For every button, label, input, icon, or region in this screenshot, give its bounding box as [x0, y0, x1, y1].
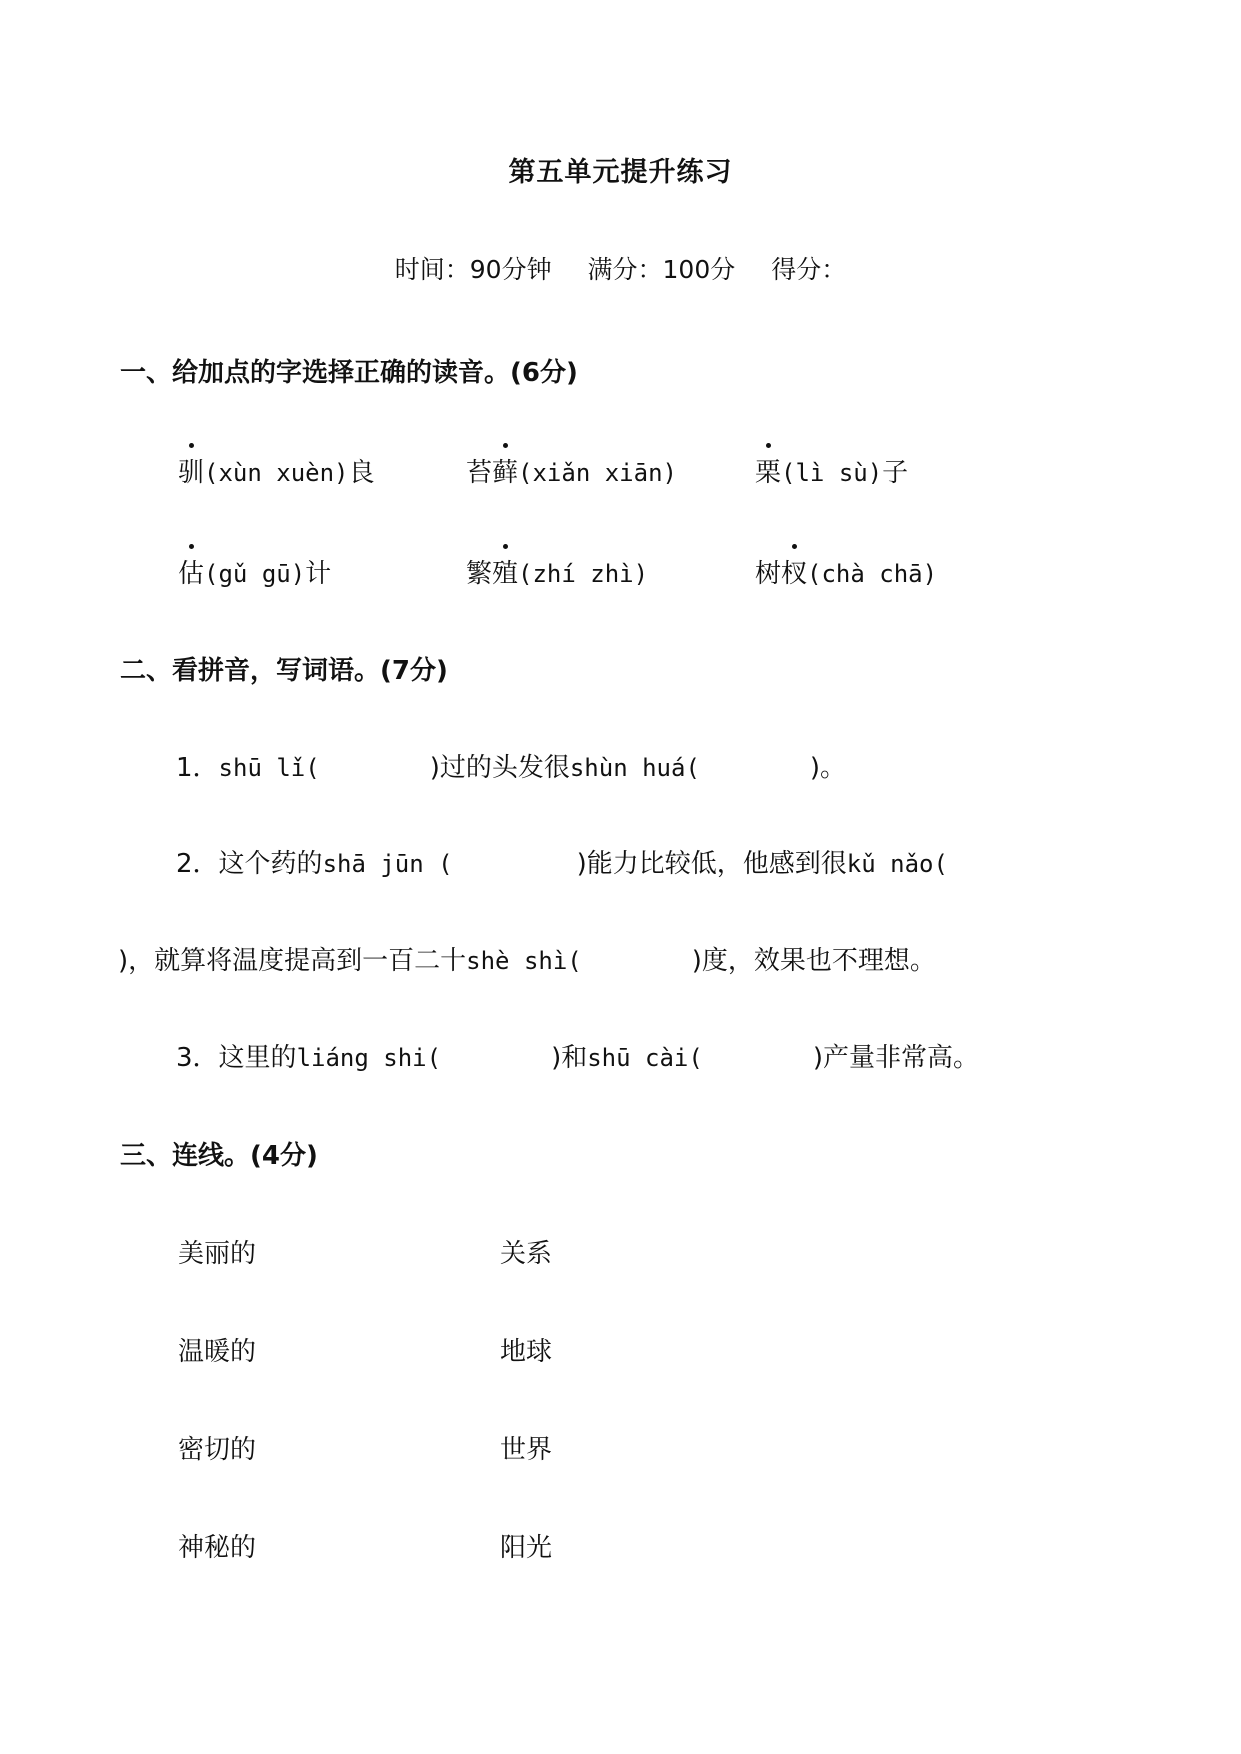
- match-left-item[interactable]: 神秘的: [178, 1533, 257, 1563]
- page-title: 第五单元提升练习: [508, 157, 733, 188]
- sentence-text: )度，效果也不理想。: [691, 946, 936, 976]
- word-prefix: 繁: [466, 559, 493, 589]
- section1-heading: 一、给加点的字选择正确的读音。(6分): [120, 358, 578, 388]
- question-number: 1．: [176, 753, 219, 783]
- pinyin-options: (xiǎn xiān): [518, 459, 677, 487]
- time-limit: 时间：90分钟: [394, 255, 552, 284]
- score-label: 得分：: [771, 255, 847, 284]
- sentence-text: )过的头发很: [429, 753, 570, 783]
- sentence-text: 这里的: [218, 1043, 297, 1073]
- pronunciation-item-4: [178, 553, 331, 590]
- word-prefix: 苔: [466, 458, 493, 488]
- pinyin-prompt: kǔ nǎo(: [846, 850, 948, 878]
- sentence-text: )。: [809, 753, 847, 783]
- word-rest: 子: [882, 458, 909, 488]
- pinyin-options: (lì sù): [781, 459, 883, 487]
- section2-heading: 二、看拼音，写词语。(7分): [120, 656, 448, 686]
- pinyin-prompt: shè shì(: [466, 947, 582, 975]
- sentence-text: )能力比较低，他感到很: [576, 849, 847, 879]
- pinyin-prompt: shùn huá(: [569, 754, 700, 782]
- sentence-text: )，就算将温度提高到一百二十: [118, 946, 467, 976]
- word-rest: 计: [305, 559, 332, 589]
- pronunciation-item-6: [755, 553, 937, 590]
- dotted-char: 估: [178, 553, 204, 590]
- section3-heading: 三、连线。(4分): [120, 1141, 318, 1171]
- pinyin-options: (zhí zhì): [518, 560, 649, 588]
- word-rest: 良: [348, 458, 375, 488]
- match-right-item[interactable]: 关系: [500, 1239, 553, 1269]
- dotted-char: 驯: [178, 452, 204, 489]
- match-right-item[interactable]: 世界: [500, 1435, 553, 1465]
- dotted-char: 殖: [492, 553, 518, 590]
- pinyin-options: (gǔ gū): [204, 560, 306, 588]
- pinyin-options: (xùn xuèn): [204, 459, 349, 487]
- pinyin-options: (chà chā): [807, 560, 938, 588]
- pinyin-prompt: shā jūn (: [322, 850, 453, 878]
- pinyin-question-1: [176, 747, 846, 784]
- match-left-item[interactable]: 密切的: [178, 1435, 257, 1465]
- dotted-char: 栗: [755, 452, 781, 489]
- pinyin-question-2-continued: [118, 940, 936, 977]
- question-number: 3．: [176, 1043, 219, 1073]
- sentence-text: )产量非常高。: [812, 1043, 979, 1073]
- dotted-char: 杈: [781, 553, 807, 590]
- match-left-item[interactable]: 美丽的: [178, 1239, 257, 1269]
- word-prefix: 树: [755, 559, 782, 589]
- pronunciation-item-3: [755, 452, 908, 489]
- pinyin-question-3: [176, 1037, 979, 1074]
- match-left-item[interactable]: 温暖的: [178, 1337, 257, 1367]
- pinyin-prompt: shū lǐ(: [218, 754, 320, 782]
- sentence-text: )和: [551, 1043, 588, 1073]
- pronunciation-item-2: [466, 452, 677, 489]
- question-number: 2．: [176, 849, 219, 879]
- pronunciation-item-5: [466, 553, 648, 590]
- match-right-item[interactable]: 阳光: [500, 1533, 553, 1563]
- pronunciation-item-1: [178, 452, 375, 489]
- sentence-text: 这个药的: [218, 849, 323, 879]
- full-score: 满分：100分: [587, 255, 736, 284]
- pinyin-prompt: shū cài(: [587, 1044, 703, 1072]
- pinyin-question-2: [176, 843, 948, 880]
- pinyin-prompt: liáng shi(: [296, 1044, 442, 1072]
- match-right-item[interactable]: 地球: [500, 1337, 553, 1367]
- exam-meta: [0, 250, 1241, 286]
- dotted-char: 藓: [492, 452, 518, 489]
